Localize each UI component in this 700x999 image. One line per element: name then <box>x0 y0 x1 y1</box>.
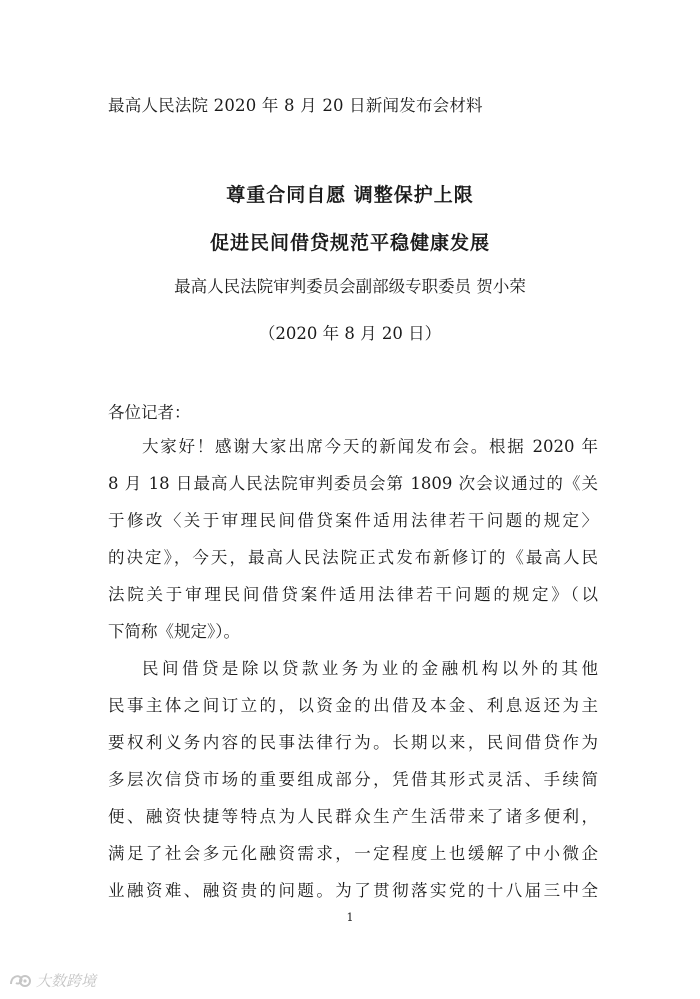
title-line-2: 促进民间借贷规范平稳健康发展 <box>209 232 490 254</box>
paragraph-line: 业融资难、融资贵的问题。为了贯彻落实党的十八届三中全 <box>108 881 598 900</box>
paragraph-line: 民事主体之间订立的，以资金的出借及本金、利息返还为主 <box>108 696 598 715</box>
title-line-1: 尊重合同自愿 调整保护上限 <box>226 184 474 206</box>
paragraph-line: 于修改〈关于审理民间借贷案件适用法律若干问题的规定〉 <box>108 511 598 530</box>
paragraph-line: 下简称《规定》）。 <box>108 622 240 641</box>
paragraph-line: 大家好！感谢大家出席今天的新闻发布会。根据 2020 年 <box>142 437 598 456</box>
greeting: 各位记者： <box>108 403 191 422</box>
author-byline: 最高人民法院审判委员会副部级专职委员 贺小荣 <box>174 277 526 296</box>
paragraph-line: 法院关于审理民间借贷案件适用法律若干问题的规定》（以 <box>108 585 598 604</box>
watermark-logo-icon <box>8 972 32 990</box>
speech-date: （2020 年 8 月 20 日） <box>258 324 442 343</box>
paragraph-line: 满足了社会多元化融资需求，一定程度上也缓解了中小微企 <box>108 844 598 863</box>
paragraph-line: 民间借贷是除以贷款业务为业的金融机构以外的其他 <box>142 659 598 678</box>
paragraph-line: 8 月 18 日最高人民法院审判委员会第 1809 次会议通过的《关 <box>108 474 598 493</box>
paragraph-line: 多层次信贷市场的重要组成部分，凭借其形式灵活、手续简 <box>108 770 598 789</box>
paragraph-line: 便、融资快捷等特点为人民群众生产生活带来了诸多便利， <box>108 807 598 826</box>
paragraph-2 <box>108 650 598 909</box>
paragraph-1 <box>108 428 598 650</box>
paragraph-line: 的决定》，今天，最高人民法院正式发布新修订的《最高人民 <box>108 548 598 567</box>
document-header: 最高人民法院 2020 年 8 月 20 日新闻发布会材料 <box>108 96 483 115</box>
paragraph-line: 要权利义务内容的民事法律行为。长期以来，民间借贷作为 <box>108 733 598 752</box>
watermark-text: 大数跨境 <box>36 972 97 990</box>
page-number: 1 <box>346 911 354 924</box>
watermark <box>8 970 96 991</box>
